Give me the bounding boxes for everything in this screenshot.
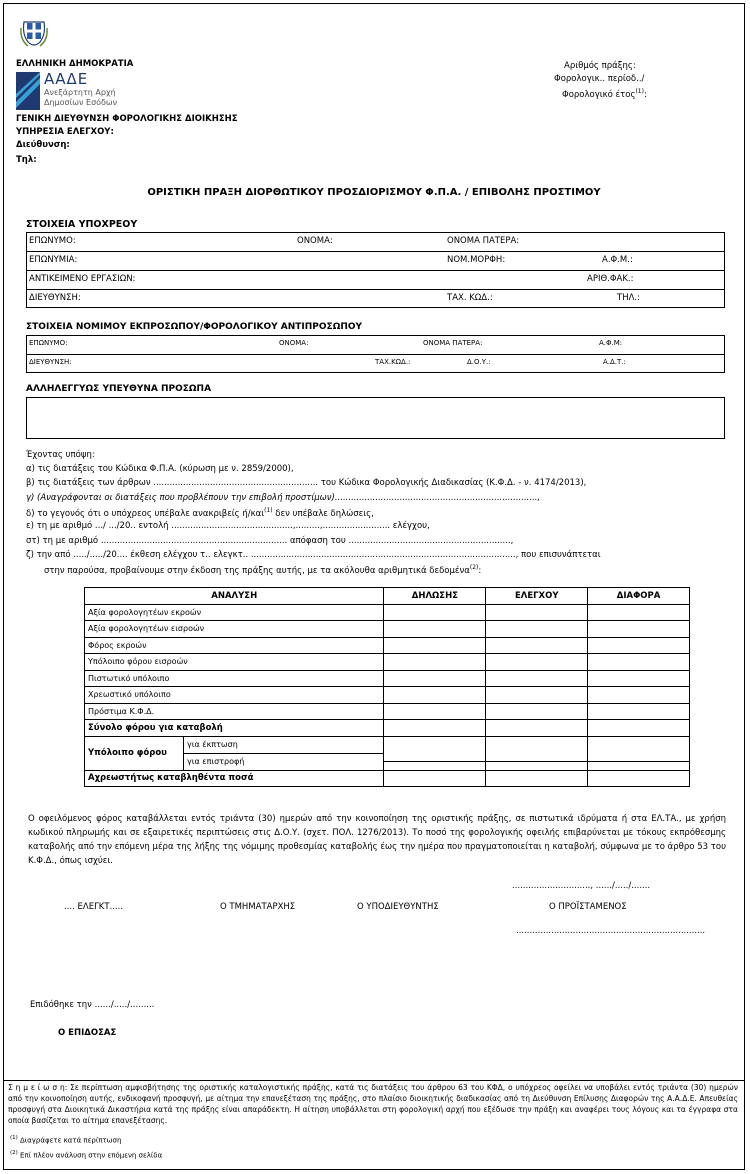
row-label-balance: Υπόλοιπο φόρου bbox=[85, 737, 184, 770]
place-date: ............................., ....../...../....... bbox=[512, 881, 651, 891]
rep-address: ΔΙΕΥΘΥΝΣΗ: bbox=[29, 358, 72, 366]
service-address: Διεύθυνση: bbox=[16, 140, 70, 150]
signature-auditor: .... ΕΛΕΓΚΤ..... bbox=[64, 902, 124, 912]
analysis-table bbox=[84, 587, 690, 787]
obligor-name: ΟΝΟΜΑ: bbox=[297, 236, 333, 246]
aade-subtitle-1: Ανεξάρτητη Αρχή bbox=[44, 88, 116, 97]
obligor-legal-form: ΝΟΜ.ΜΟΡΦΗ: bbox=[447, 255, 506, 265]
obligor-address: ΔΙΕΥΘΥΝΣΗ: bbox=[29, 293, 81, 303]
document-title: ΟΡΙΣΤΙΚΗ ΠΡΑΞΗ ΔΙΟΡΘΩΤΙΚΟΥ ΠΡΟΣΔΙΟΡΙΣΜΟΥ Φ.Π.Α. / ΕΠΙΒΟΛΗΣ ΠΡΟΣΤΙΜΟΥ bbox=[147, 187, 601, 198]
col-header-analysis: ΑΝΑΛΥΣΗ bbox=[85, 588, 384, 605]
directorate: ΓΕΝΙΚΗ ΔΙΕΥΘΥΝΣΗ ΦΟΡΟΛΟΓΙΚΗΣ ΔΙΟΙΚΗΣΗΣ bbox=[16, 114, 238, 124]
document-page bbox=[3, 3, 745, 1170]
row-label-undue: Αχρεωστήτως καταβληθέντα ποσά bbox=[85, 770, 384, 787]
row-label-balance-refund: για επιστροφή bbox=[187, 757, 245, 766]
served-date: Επιδόθηκε την ....../...../......... bbox=[30, 1000, 155, 1010]
table-row-total bbox=[85, 720, 690, 737]
rep-name: ΟΝΟΜΑ: bbox=[279, 339, 309, 347]
aade-title: ΑΑΔΕ bbox=[44, 70, 89, 88]
considering-d: δ) το γεγονός ότι ο υπόχρεος υπέβαλε ανακριβείς ή/και$^{(1)}$ δεν υπέβαλε δηλώσεις, bbox=[26, 507, 374, 519]
country-name: ΕΛΛΗΝΙΚΗ ΔΗΜΟΚΡΑΤΙΑ bbox=[16, 59, 134, 69]
rep-surname: ΕΠΩΝΥΜΟ: bbox=[29, 339, 68, 347]
considering-e: ε) τη με αριθμό .../ .../20.. εντολή .............................................,.........,......................... ελέγχου, bbox=[26, 521, 430, 531]
server-label: Ο ΕΠΙΔΟΣΑΣ bbox=[58, 1028, 117, 1038]
tax-period: Φορολογικ.. περίοδ../ bbox=[554, 74, 645, 84]
considering-c: γ) (Αναγράφονται οι διατάξεις που προβλέπουν την επιβολή προστίμων)..........................................................................., bbox=[26, 493, 541, 503]
obligor-phone: ΤΗΛ.: bbox=[617, 293, 640, 303]
footnote-main: Σ η μ ε ί ω σ η: Σε περίπτωση αμφισβήτησης της οριστικής καταλογιστικής πράξης, κατά τις διατάξεις του άρθρου 63 του ΚΦΔ, ο υπόχρεος οφείλει να υποβάλει εντός τριάντα (30) ημερών από την κοινοποίηση αυτής, ενδικοφανή προσφυγή, με αίτημα την επανεξέταση της πράξης, στο πλαίσιο διοικητικής διαδικασίας από τη Διεύθυνση Επίλυσης Διαφορών της Α.Α.Δ.Ε. Απευθείας προσφυγή στα Διοικητικά Δικαστήρια κατά της πράξης είναι απαράδεκτη. Η αίτηση υποβάλλεται στη φορολογική αρχή που εξέδωσε την πράξη και αναφέρει τους λόγους και τα έγγραφα στα οποία βασίζεται το αίτημα επανεξέτασης. bbox=[8, 1083, 738, 1125]
signature-head: Ο ΤΜΗΜΑΤΑΡΧΗΣ bbox=[220, 902, 296, 912]
aade-logo bbox=[16, 70, 196, 112]
obligor-father: ΟΝΟΜΑ ΠΑΤΕΡΑ: bbox=[447, 236, 520, 246]
audit-service: ΥΠΗΡΕΣΙΑ ΕΛΕΓΧΟΥ: bbox=[16, 127, 114, 137]
aade-logo-icon bbox=[16, 72, 40, 110]
row-label: Αξία φορολογητέων εκροών bbox=[85, 604, 384, 621]
rep-doy: Δ.Ο.Υ.: bbox=[467, 358, 491, 366]
obligor-heading: ΣΤΟΙΧΕΙΑ ΥΠΟΧΡΕΟΥ bbox=[26, 219, 138, 230]
table-row bbox=[85, 637, 690, 654]
considering-a: α) τις διατάξεις του Κώδικα Φ.Π.Α. (κύρωση με ν. 2859/2000), bbox=[26, 464, 294, 474]
table-row bbox=[85, 670, 690, 687]
signature-director: Ο ΠΡΟΪΣΤΑΜΕΝΟΣ bbox=[549, 902, 627, 912]
considering-z: ζ) την από ...../...../20.... έκθεση ελέγχου τ.. ελεγκτ.. .................................................................................................., που επισυνάπτεται bbox=[26, 550, 601, 560]
obligor-file-no: ΑΡΙΘ.ΦΑΚ.: bbox=[587, 274, 634, 284]
signature-director-line: ...................................................................... bbox=[516, 926, 706, 936]
col-header-audit: ΕΛΕΓΧΟΥ bbox=[486, 588, 588, 605]
obligor-box bbox=[26, 232, 725, 308]
signature-deputy: Ο ΥΠΟΔΙΕΥΘΥΝΤΗΣ bbox=[357, 902, 439, 912]
footnote-2: $^{(2)}$ Επί πλέον ανάλυση στην επόμενη σελίδα bbox=[10, 1150, 163, 1160]
row-label: Χρεωστικό υπόλοιπο bbox=[85, 687, 384, 704]
table-row bbox=[85, 687, 690, 704]
col-header-difference: ΔΙΑΦΟΡΑ bbox=[588, 588, 690, 605]
table-row bbox=[85, 703, 690, 720]
obligor-postcode: ΤΑΧ. ΚΩΔ.: bbox=[447, 293, 493, 303]
greek-emblem-icon bbox=[18, 14, 50, 50]
considering-z-continued: στην παρούσα, προβαίνουμε στην έκδοση της πράξης αυτής, με τα ακόλουθα αριθμητικά δεδομένα$^{(2)}$: bbox=[44, 564, 482, 576]
service-phone: Τηλ: bbox=[16, 155, 37, 165]
aade-subtitle-2: Δημοσίων Εσόδων bbox=[44, 98, 118, 107]
rep-afm: Α.Φ.Μ: bbox=[599, 339, 623, 347]
row-label: Φόρος εκροών bbox=[85, 637, 384, 654]
considering-intro: Έχοντας υπόψη: bbox=[26, 450, 95, 460]
obligor-business: ΑΝΤΙΚΕΙΜΕΝΟ ΕΡΓΑΣΙΩΝ: bbox=[29, 274, 136, 284]
table-header-row bbox=[85, 588, 690, 605]
rep-father: ΟΝΟΜΑ ΠΑΤΕΡΑ: bbox=[423, 339, 483, 347]
table-row bbox=[85, 621, 690, 638]
row-label: Πρόστιμα Κ.Φ.Δ. bbox=[85, 703, 384, 720]
considering-st: στ) τη με αριθμό ..................................................................... απόφαση του ............................................................, bbox=[26, 536, 514, 546]
rep-adt: Α.Δ.Τ.: bbox=[603, 358, 626, 366]
row-label-total: Σύνολο φόρου για καταβολή bbox=[85, 720, 384, 737]
jointly-heading: ΑΛΛΗΛΕΓΓΥΩΣ ΥΠΕΥΘΥΝΑ ΠΡΟΣΩΠΑ bbox=[26, 384, 212, 394]
footnote-divider bbox=[4, 1080, 744, 1081]
act-number: Αριθμός πράξης: bbox=[564, 61, 636, 71]
tax-year: Φορολογικό έτος$^{(1)}$: bbox=[562, 88, 647, 100]
representative-box bbox=[26, 335, 725, 373]
table-row-balance bbox=[85, 736, 690, 770]
representative-heading: ΣΤΟΙΧΕΙΑ ΝΟΜΙΜΟΥ ΕΚΠΡΟΣΩΠΟΥ/ΦΟΡΟΛΟΓΙΚΟΥ ΑΝΤΙΠΡΟΣΩΠΟΥ bbox=[26, 322, 363, 332]
row-label: Πιστωτικό υπόλοιπο bbox=[85, 670, 384, 687]
row-label-balance-deduction: για έκπτωση bbox=[184, 737, 383, 754]
rep-postcode: ΤΑΧ.ΚΩΔ.: bbox=[375, 358, 411, 366]
considering-b: β) τις διατάξεις των άρθρων ............................................................. του Κώδικα Φορολογικής Διαδικασίας (Κ.Φ.Δ. - ν. 4174/2013), bbox=[26, 478, 587, 488]
row-label: Αξία φορολογητέων εισροών bbox=[85, 621, 384, 638]
payment-text: Ο οφειλόμενος φόρος καταβάλλεται εντός τριάντα (30) ημερών από την κοινοποίηση της οριστικής πράξης, σε πιστωτικά ιδρύματα ή στα ΕΛ.ΤΑ., με χρήση κωδικού πληρωμής και σε εξαιρετικές περιπτώσεις στις Δ.Ο.Υ. (σχετ. ΠΟΛ. 1276/2013). Το ποσό της φορολογικής οφειλής επιβαρύνεται με τόκους εκπρόθεσμης καταβολής από την επόμενη μέρα της λήξης της νόμιμης προθεσμίας καταβολής έως την ημέρα που πραγματοποιείται η καταβολή, σύμφωνα με το άρθρο 53 του Κ.Φ.Δ., όπως ισχύει. bbox=[28, 814, 726, 866]
table-row bbox=[85, 604, 690, 621]
obligor-surname: ΕΠΩΝΥΜΟ: bbox=[29, 236, 76, 246]
row-label: Υπόλοιπο φόρου εισροών bbox=[85, 654, 384, 671]
table-row bbox=[85, 654, 690, 671]
obligor-afm: Α.Φ.Μ.: bbox=[602, 255, 633, 265]
table-row-undue bbox=[85, 770, 690, 787]
jointly-box bbox=[26, 397, 725, 439]
footnote-1: $^{(1)}$ Διαγράφετε κατά περίπτωση bbox=[10, 1135, 122, 1145]
col-header-declaration: ΔΗΛΩΣΗΣ bbox=[384, 588, 486, 605]
obligor-company: ΕΠΩΝΥΜΙΑ: bbox=[29, 255, 78, 265]
